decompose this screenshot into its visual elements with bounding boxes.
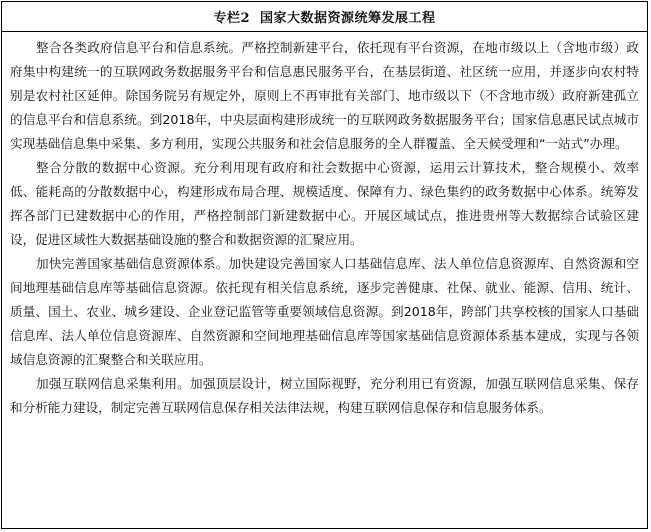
paragraph-body: 加强顶层设计，树立国际视野，充分利用已有资源，加强互联网信息采集、保存和分析能力建设，制定完善互联网信息保存相关法律法规，构建互联网信息保存和信息服务体系。 bbox=[10, 376, 640, 415]
paragraph-lead: 整合分散的数据中心资源。 bbox=[36, 160, 194, 175]
paragraph-body: 严格控制新建平台，依托现有平台资源，在地市级以上（含地市级）政府集中构建统一的互联网政务数据服务平台和信息惠民服务平台，在基层街道、社区统一应用，并逐步向农村特别是农村社区延伸。除国务院另有规定外，原则上不再审批有关部门、地市级以下（不含地市级）政府新建孤立的信息平台和信息系统。到2018年，中央层面构建形成统一的互联网政务数据服务平台；国家信息惠民试点城市实现基础信息集中采集、多方利用，实现公共服务和社会信息服务的全人群覆盖、全天候受理和“一站式”办理。 bbox=[10, 40, 640, 151]
paragraph-body: 加快建设完善国家人口基础信息库、法人单位信息资源库、自然资源和空间地理基础信息库等基础信息资源。依托现有相关信息系统，逐步完善健康、社保、就业、能源、信用、统计、质量、国土、农业、城乡建设、企业登记监管等重要领域信息资源。到2018年，跨部门共享校核的国家人口基础信息库、法人单位信息资源库、自然资源和空间地理基础信息库等国家基础信息资源体系基本建成，实现与各领域信息资源的汇聚整合和关联应用。 bbox=[10, 256, 640, 367]
box-label: 专栏2 bbox=[213, 11, 251, 26]
paragraph-lead: 加快完善国家基础信息资源体系。 bbox=[36, 256, 229, 271]
paragraph-lead: 整合各类政府信息平台和信息系统。 bbox=[36, 40, 242, 55]
paragraph-integrate-platforms bbox=[10, 36, 639, 156]
paragraph-basic-info-resources bbox=[10, 252, 639, 372]
paragraph-integrate-data-centers bbox=[10, 156, 639, 252]
box-header bbox=[2, 2, 647, 32]
feature-box bbox=[1, 1, 648, 529]
box-content bbox=[2, 32, 647, 420]
paragraph-body: 充分利用现有政府和社会数据中心资源，运用云计算技术，整合规模小、效率低、能耗高的分散数据中心，构建形成布局合理、规模适度、保障有力、绿色集约的政务数据中心体系。统筹发挥各部门已建数据中心的作用，严格控制部门新建数据中心。开展区域试点，推进贵州等大数据综合试验区建设，促进区域性大数据基础设施的整合和数据资源的汇聚应用。 bbox=[10, 160, 640, 247]
box-title: 国家大数据资源统筹发展工程 bbox=[260, 11, 436, 26]
paragraph-lead: 加强互联网信息采集利用。 bbox=[36, 376, 191, 391]
paragraph-internet-info bbox=[10, 372, 639, 420]
